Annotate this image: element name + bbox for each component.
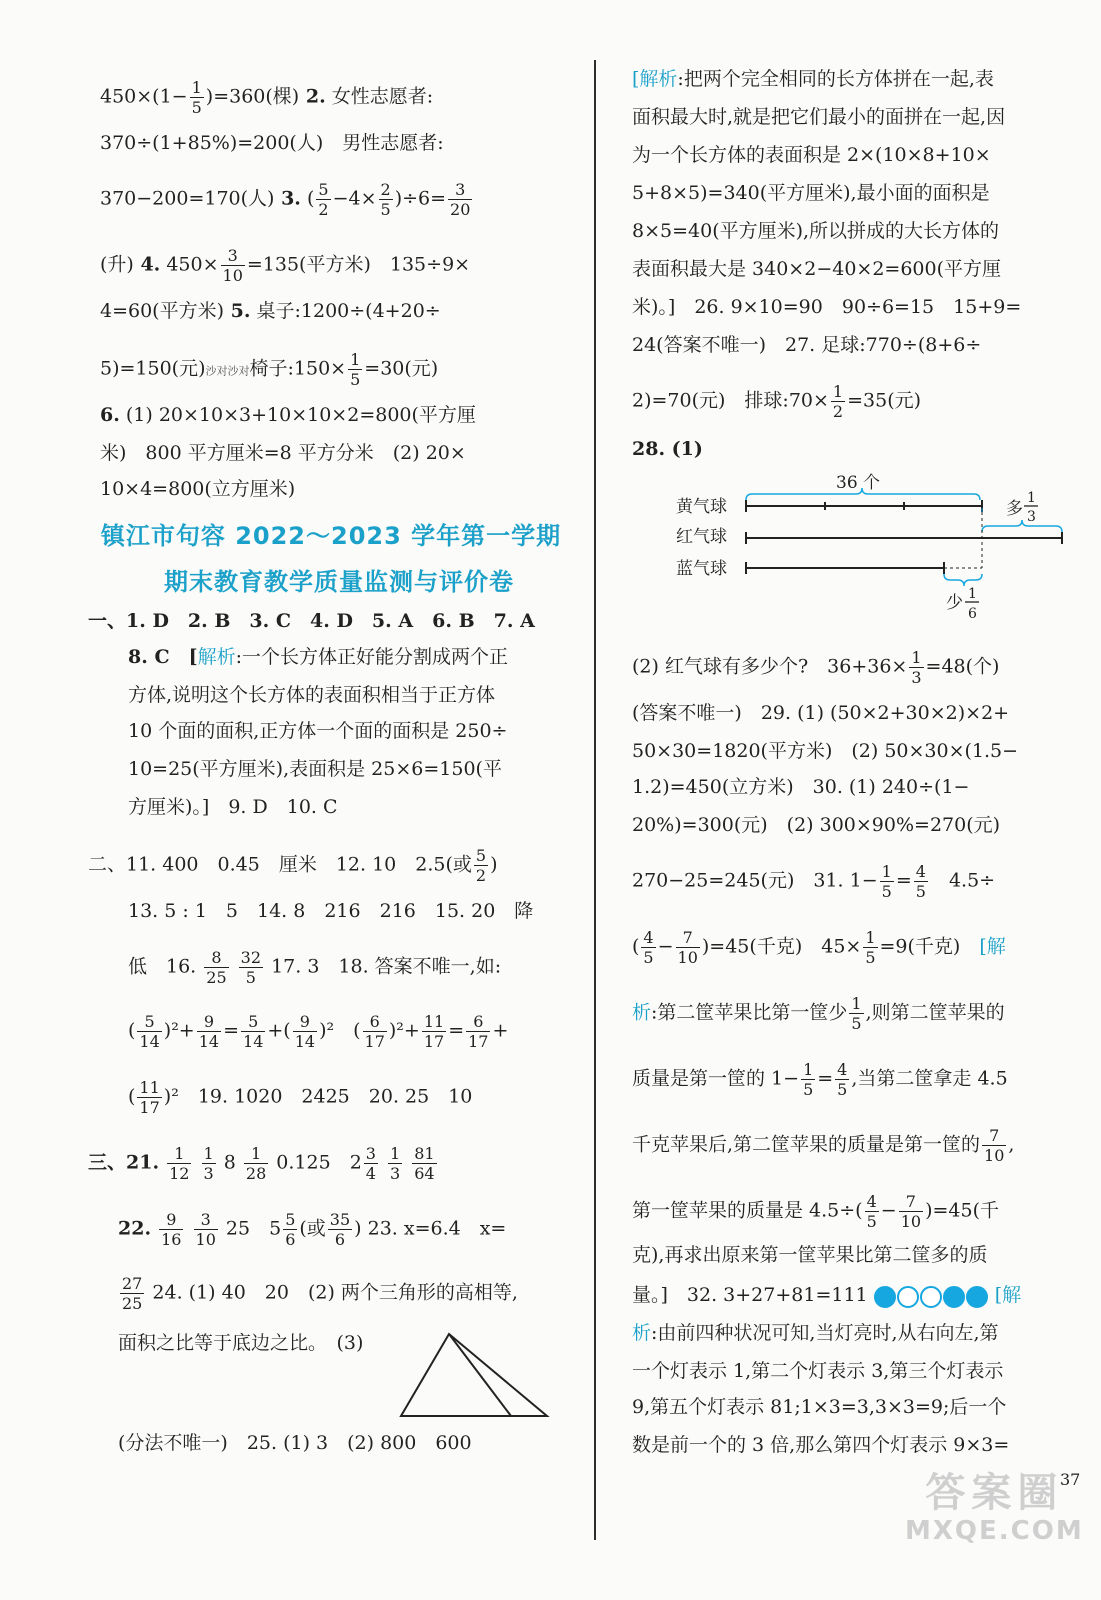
- answer-line: 二、11. 400 0.45 厘米 12. 10 2.5(或 $\frac{5}{2}$ ): [88, 846, 498, 885]
- analysis-tag: [解析: [632, 68, 678, 90]
- answer-line: 9,第五个灯表示 81;1×3=3,3×3=9;后一个: [632, 1396, 1007, 1418]
- triangle-figure: [395, 1330, 555, 1422]
- light-on-dot: [966, 1286, 988, 1308]
- count-label: 36 个: [836, 473, 881, 493]
- blue-label: 蓝气球: [676, 559, 727, 579]
- analysis-tag: 解析: [197, 646, 236, 668]
- light-off-dot: [920, 1286, 942, 1308]
- answer-line: 6. (1) 20×10×3+10×10×2=800(平方厘: [100, 404, 476, 426]
- answer-line: 1.2)=450(立方米) 30. (1) 240÷(1−: [632, 776, 970, 798]
- light-on-dot: [943, 1286, 965, 1308]
- answer-line: ( $\frac{4}{5}$ − $\frac{7}{10}$ )=45(千克) 45× $\frac{1}{5}$ =9(千克) [解: [632, 928, 1006, 967]
- answer-line: 5)=150(元)沙对沙对椅子:150× $\frac{1}{5}$ =30(元): [100, 350, 439, 389]
- answer-line: 2)=70(元) 排球:70× $\frac{1}{2}$ =35(元): [632, 382, 922, 421]
- answer-line: 8. C [解析:一个长方体正好能分割成两个正: [128, 646, 508, 668]
- answer-line: 370−200=170(人) 3. ( $\frac{5}{2}$ −4× $\frac{2}{5}$ )÷6= $\frac{3}{20}$: [100, 180, 471, 219]
- analysis-tag: [解: [979, 935, 1006, 958]
- answer-line: 28. (1): [632, 438, 703, 460]
- answer-line: 13. 5 : 1 5 14. 8 216 216 15. 20 降: [128, 900, 534, 922]
- answer-line: 一、1. D 2. B 3. C 4. D 5. A 6. B 7. A: [88, 610, 535, 632]
- answer-line: 为一个长方体的表面积是 2×(10×8+10×: [632, 144, 991, 166]
- fraction: $\frac{1}{5}$: [191, 78, 202, 117]
- answer-line: 20%)=300(元) (2) 300×90%=270(元): [632, 814, 1001, 836]
- answer-line: 方体,说明这个长方体的表面积相当于正方体: [128, 684, 496, 706]
- answer-line: 一个灯表示 1,第二个灯表示 3,第三个灯表示: [632, 1360, 1004, 1382]
- svg-text:1: 1: [1027, 490, 1036, 506]
- page-number: 37: [1060, 1470, 1081, 1489]
- answer-line: 质量是第一筐的 1− $\frac{1}{5}$ = $\frac{4}{5}$ ,当第二筐拿走 4.5: [632, 1060, 1008, 1099]
- answer-line: 24(答案不唯一) 27. 足球:770÷(8+6÷: [632, 334, 982, 356]
- answer-line: 面积最大时,就是把它们最小的面拼在一起,因: [632, 106, 1006, 128]
- answer-line: 方厘米)。] 9. D 10. C: [128, 796, 338, 818]
- less-label: 少: [946, 593, 963, 613]
- more-label: 多: [1006, 499, 1023, 519]
- answer-line: 22. $\frac{9}{16}$ $\frac{3}{10}$ 25 5 $\frac{5}{6}$ (或 $\frac{35}{6}$ ) 23. x=6.4 x=: [118, 1210, 507, 1249]
- answer-line: 量。] 32. 3+27+81=111 [解: [632, 1282, 1021, 1309]
- answer-line: 50×30=1820(平方米) (2) 50×30×(1.5−: [632, 740, 1019, 762]
- answer-line: 析:第二筐苹果比第一筐少 $\frac{1}{5}$ ,则第二筐苹果的: [632, 994, 1005, 1033]
- svg-text:1: 1: [968, 586, 977, 602]
- answer-line: 450×(1− $\frac{1}{5}$ )=360(棵) 2. 女性志愿者:: [100, 78, 434, 117]
- answer-line: 析:由前四种状况可知,当灯亮时,从右向左,第: [632, 1322, 999, 1344]
- answer-line: [解析:把两个完全相同的长方体拼在一起,表: [632, 68, 994, 90]
- answer-line: (2) 红气球有多少个? 36+36× $\frac{1}{3}$ =48(个): [632, 648, 1000, 687]
- answer-line: 米)。] 26. 9×10=90 90÷6=15 15+9=: [632, 296, 1022, 318]
- answer-line: 第一筐苹果的质量是 4.5÷( $\frac{4}{5}$ − $\frac{7}{10}$ )=45(千: [632, 1192, 999, 1231]
- answer-line: 面积之比等于底边之比。 (3): [118, 1332, 364, 1354]
- answer-line: 10×4=800(立方厘米): [100, 478, 296, 500]
- answer-line: 米) 800 平方厘米=8 平方分米 (2) 20×: [100, 442, 466, 464]
- answer-line: 5+8×5)=340(平方厘米),最小面的面积是: [632, 182, 990, 204]
- red-label: 红气球: [676, 527, 727, 547]
- answer-line: ( $\frac{5}{14}$ )²+ $\frac{9}{14}$ = $\frac{5}{14}$ +( $\frac{9}{14}$ )² ( $\frac{6}{17}$ )²+ $\frac{11}{17}$ = $\frac{6}{17}$ +: [128, 1012, 509, 1051]
- answer-line: (答案不唯一) 29. (1) (50×2+30×2)×2+: [632, 702, 1010, 724]
- light-sequence: [874, 1283, 989, 1309]
- svg-text:6: 6: [968, 606, 977, 622]
- answer-line: 低 16. $\frac{8}{25}$ $\frac{32}{5}$ 17. 3 18. 答案不唯一,如:: [128, 948, 502, 987]
- watermark-logo: 答案圈 MXQE.COM: [905, 1470, 1084, 1546]
- answer-line: 10 个面的面积,正方体一个面的面积是 250÷: [128, 720, 508, 742]
- handwritten-scribble: 沙对沙对: [205, 364, 250, 378]
- svg-text:3: 3: [1027, 509, 1036, 525]
- balloon-bar-diagram: [640, 468, 1080, 628]
- section-heading: 期末教育教学质量监测与评价卷: [164, 568, 514, 596]
- answer-line: 克),再求出原来第一筐苹果比第二筐多的质: [632, 1244, 988, 1266]
- answer-line: 表面积最大是 340×2−40×2=600(平方厘: [632, 258, 1002, 280]
- answer-line: 数是前一个的 3 倍,那么第四个灯表示 9×3=: [632, 1434, 1010, 1456]
- light-on-dot: [874, 1286, 896, 1308]
- light-off-dot: [897, 1286, 919, 1308]
- answer-line: 10=25(平方厘米),表面积是 25×6=150(平: [128, 758, 502, 780]
- answer-line: 4=60(平方米) 5. 桌子:1200÷(4+20÷: [100, 300, 441, 322]
- answer-line: 370÷(1+85%)=200(人) 男性志愿者:: [100, 132, 444, 154]
- answer-line: 三、21. $\frac{1}{12}$ $\frac{1}{3}$ 8 $\frac{1}{28}$ 0.125 2 $\frac{3}{4}$ $\frac{1}{3}$ $\frac{81}{64}$: [88, 1144, 435, 1183]
- answer-line: 千克苹果后,第二筐苹果的质量是第一筐的 $\frac{7}{10}$ ,: [632, 1126, 1015, 1165]
- answer-line: 8×5=40(平方厘米),所以拼成的大长方体的: [632, 220, 1000, 242]
- answer-line: ( $\frac{11}{17}$ )² 19. 1020 2425 20. 25 10: [128, 1078, 473, 1117]
- answer-line: 270−25=245(元) 31. 1− $\frac{1}{5}$ = $\frac{4}{5}$ 4.5÷: [632, 862, 996, 901]
- section-heading: 镇江市句容 2022～2023 学年第一学期: [100, 522, 562, 550]
- column-divider: [594, 60, 596, 1540]
- yellow-label: 黄气球: [676, 497, 727, 517]
- answer-line: $\frac{27}{25}$ 24. (1) 40 20 (2) 两个三角形的高相等,: [122, 1274, 518, 1313]
- answer-line: (分法不唯一) 25. (1) 3 (2) 800 600: [118, 1432, 472, 1454]
- answer-line: (升) 4. 450× $\frac{3}{10}$ =135(平方米) 135÷9×: [100, 246, 471, 285]
